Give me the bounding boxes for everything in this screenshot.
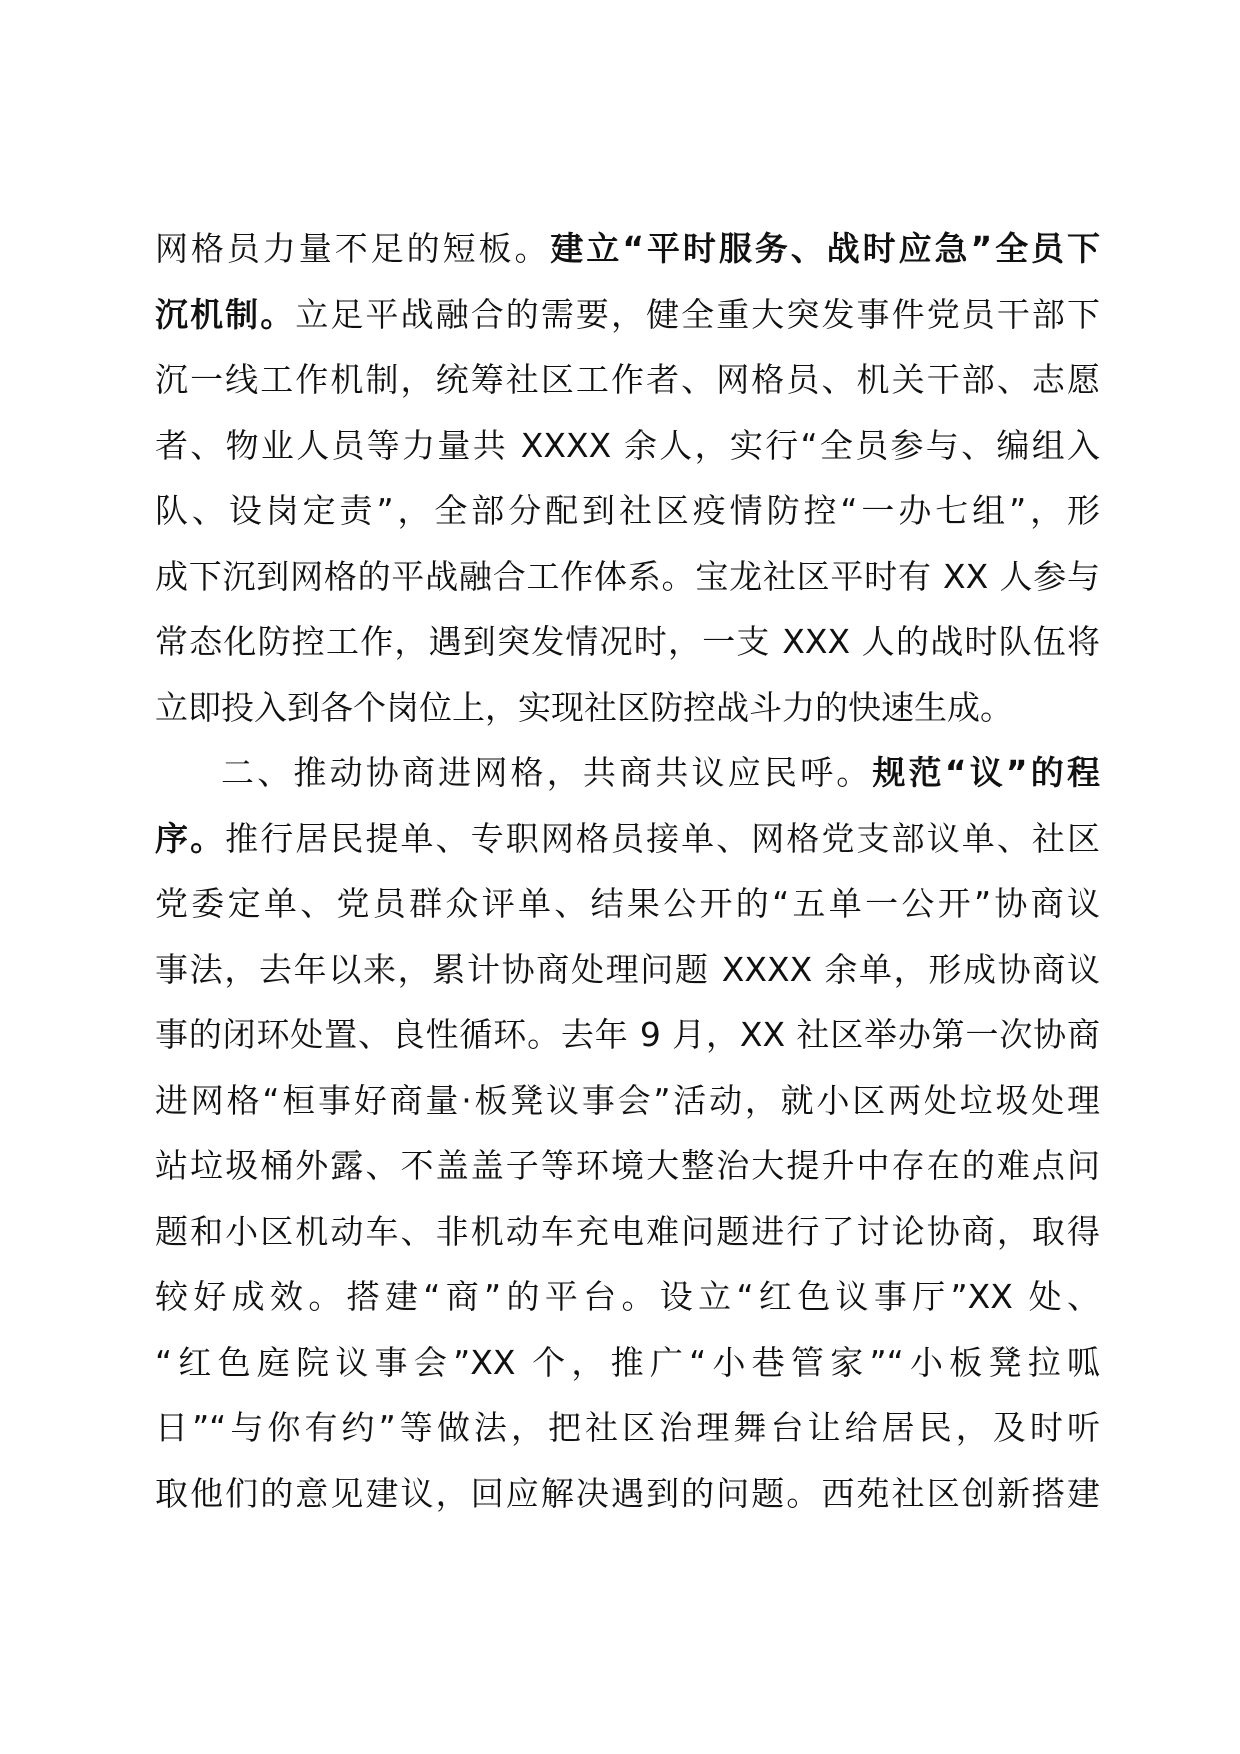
text-segment: 沉一线工作机制，统筹社区工作者、网格员、机关干部、志愿 — [155, 360, 1100, 399]
bold-text-segment: 规范“议”的程 — [872, 753, 1100, 792]
text-line — [155, 1330, 1100, 1396]
text-segment: 二、推动协商进网格，共商共议应民呼。 — [221, 753, 873, 792]
text-segment: 事的闭环处置、良性循环。去年 9 月，XX 社区举办第一次协商 — [155, 1015, 1100, 1054]
text-line — [155, 806, 1100, 872]
text-segment: 取他们的意见建议，回应解决遇到的问题。西苑社区创新搭建 — [155, 1473, 1100, 1513]
text-segment: “红色庭院议事会”XX 个，推广“小巷管家”“小板凳拉呱 — [155, 1342, 1100, 1382]
bold-text-segment: 序。 — [155, 818, 226, 858]
text-line — [155, 1133, 1100, 1199]
text-segment: 常态化防控工作，遇到突发情况时，一支 XXX 人的战时队伍将 — [155, 622, 1100, 661]
text-line — [155, 740, 1100, 806]
text-line — [155, 1461, 1100, 1527]
text-line — [155, 609, 1100, 675]
text-segment: 进网格“桓事好商量·板凳议事会”活动，就小区两处垃圾处理 — [155, 1080, 1100, 1120]
text-line — [155, 1199, 1100, 1265]
text-segment: 队、设岗定责”，全部分配到社区疫情防控“一办七组”，形 — [155, 491, 1100, 530]
text-segment: 成下沉到网格的平战融合工作体系。宝龙社区平时有 XX 人参与 — [155, 556, 1100, 596]
text-segment: 推行居民提单、专职网格员接单、网格党支部议单、社区 — [225, 818, 1101, 858]
text-line — [155, 216, 1100, 282]
text-line — [155, 282, 1100, 348]
text-segment: 立足平战融合的需要，健全重大突发事件党员干部下 — [295, 294, 1101, 334]
text-segment: 党委定单、党员群众评单、结果公开的“五单一公开”协商议 — [155, 884, 1100, 923]
text-line — [155, 1068, 1100, 1134]
text-line — [155, 478, 1100, 544]
text-line — [155, 413, 1100, 479]
text-segment: 较好成效。搭建“商”的平台。设立“红色议事厅”XX 处、 — [155, 1277, 1100, 1316]
text-segment: 事法，去年以来，累计协商处理问题 XXXX 余单，形成协商议 — [155, 949, 1100, 989]
text-segment: 题和小区机动车、非机动车充电难问题进行了讨论协商，取得 — [155, 1211, 1100, 1251]
document-body — [155, 216, 1100, 1526]
bold-text-segment: 沉机制。 — [155, 294, 296, 334]
text-line — [155, 544, 1100, 610]
text-line — [155, 937, 1100, 1003]
text-line — [155, 1002, 1100, 1068]
text-segment: 立即投入到各个岗位上，实现社区防控战斗力的快速生成。 — [155, 687, 1013, 727]
bold-text-segment: 建立“平时服务、战时应急”全员下 — [550, 229, 1100, 268]
text-line — [155, 347, 1100, 413]
text-segment: 日”“与你有约”等做法，把社区治理舞台让给居民，及时听 — [155, 1408, 1100, 1447]
text-segment: 网格员力量不足的短板。 — [155, 229, 551, 268]
text-line — [155, 871, 1100, 937]
text-line — [155, 1264, 1100, 1330]
text-line — [155, 1395, 1100, 1461]
text-segment: 者、物业人员等力量共 XXXX 余人，实行“全员参与、编组入 — [155, 425, 1100, 465]
text-segment: 站垃圾桶外露、不盖盖子等环境大整治大提升中存在的难点问 — [155, 1146, 1100, 1185]
text-line — [155, 675, 1100, 741]
